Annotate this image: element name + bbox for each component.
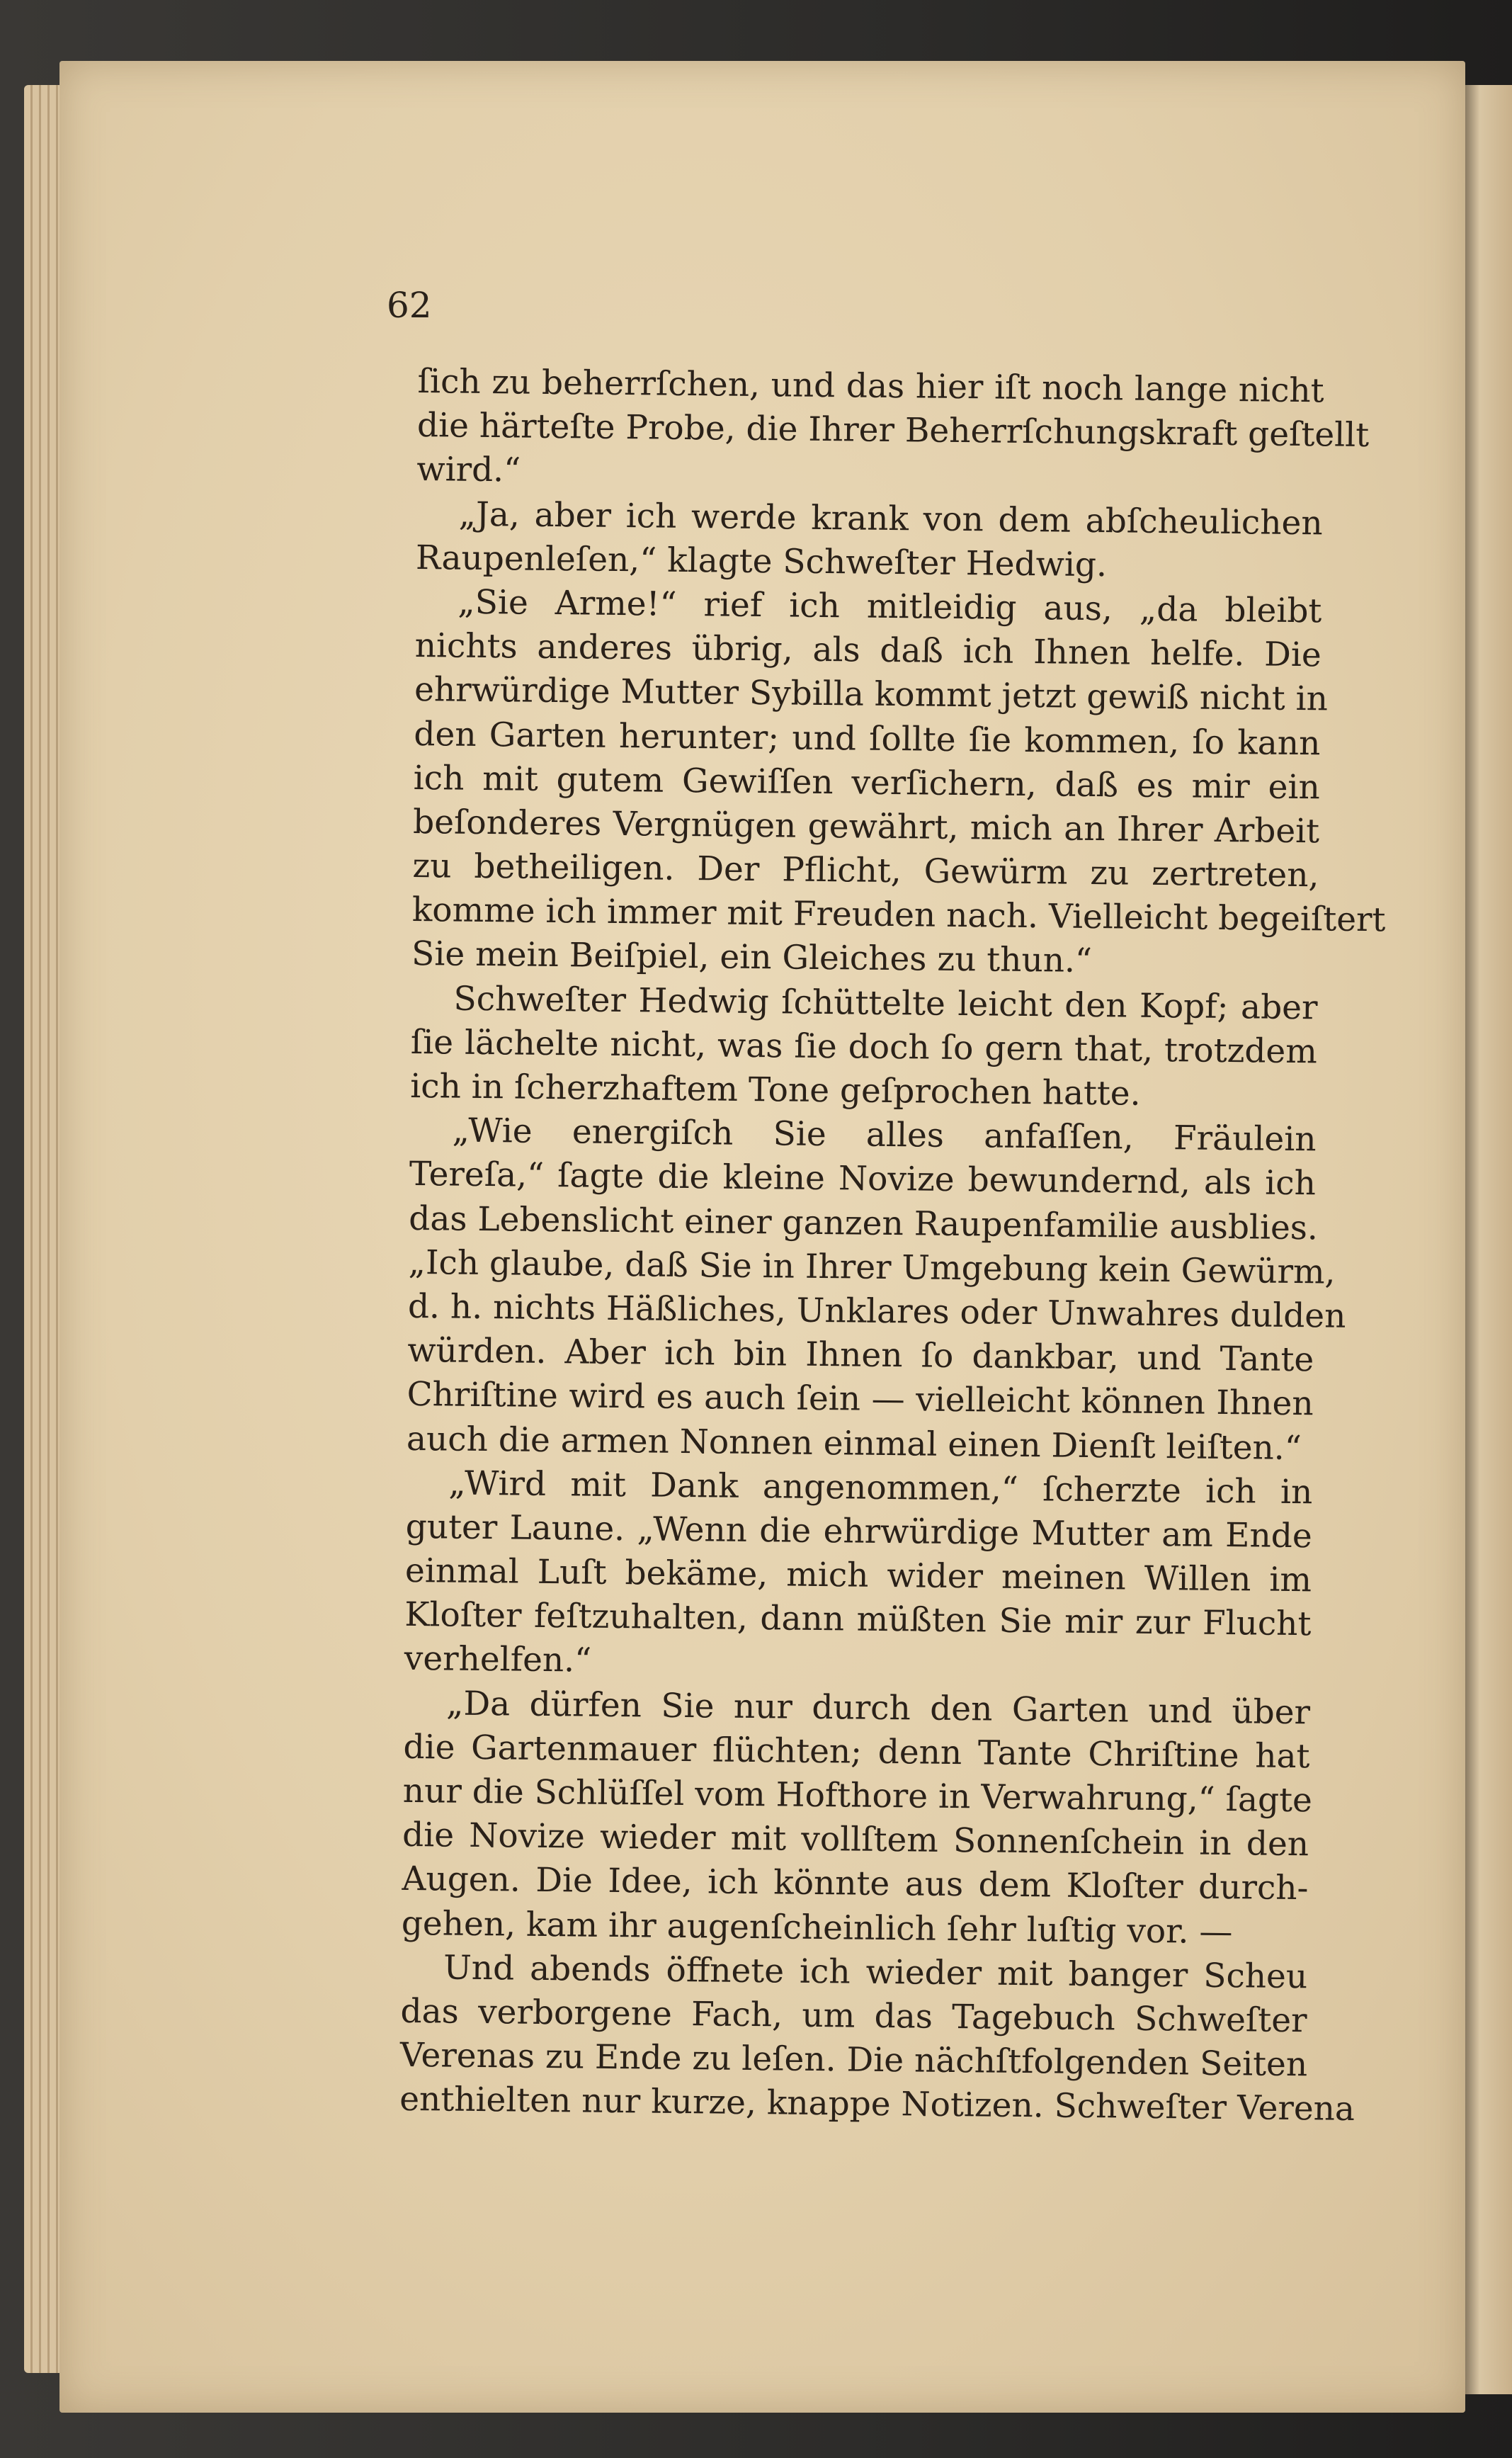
text-line: ehrwürdige Mutter Sybilla kommt jetzt gewiß nicht in <box>414 670 1329 719</box>
text-line: nur die Schlüſſel vom Hofthore in Verwahrung,“ ſagte <box>402 1771 1313 1820</box>
text-line: zu betheiligen. Der Pflicht, Gewürm zu zertreten, <box>412 846 1319 895</box>
text-line: „Wie energiſch Sie alles anfaſſen, Fräulein <box>452 1111 1317 1160</box>
text-line: die härteſte Probe, die Ihrer Beherrſchungskraft geſtellt <box>416 406 1370 455</box>
text-line: das Lebenslicht einer ganzen Raupenfamilie ausblies. <box>409 1199 1319 1247</box>
body-text <box>399 360 1386 2131</box>
text-line: Sie mein Beiſpiel, ein Gleiches zu thun.“ <box>411 934 1093 981</box>
text-line: „Sie Arme!“ rief ich mitleidig aus, „da bleibt <box>457 582 1322 631</box>
text-line: „Ich glaube, daß Sie in Ihrer Umgebung kein Gewürm, <box>408 1242 1336 1292</box>
text-line: einmal Luſt bekäme, mich wider meinen Willen im <box>404 1551 1312 1600</box>
text-line: Und abends öffnete ich wieder mit banger Scheu <box>443 1948 1308 1997</box>
text-line: komme ich immer mit Freuden nach. Vielleicht begeiſtert <box>411 890 1386 940</box>
text-line: d. h. nichts Häßliches, Unklares oder Unwahres dulden <box>407 1286 1346 1336</box>
text-line: auch die armen Nonnen einmal einen Dienſt leiſten.“ <box>406 1419 1302 1468</box>
text-line: enthielten nur kurze, knappe Notizen. Schweſter Verena <box>399 2080 1355 2129</box>
text-line: die Gartenmauer flüchten; denn Tante Chriſtine hat <box>403 1727 1310 1777</box>
text-line: gehen, kam ihr augenſcheinlich ſehr luſtig vor. — <box>401 1903 1233 1952</box>
text-line: Chriſtine wird es auch ſein — vielleicht können Ihnen <box>407 1375 1314 1424</box>
text-line: Raupenleſen,“ klagte Schweſter Hedwig. <box>415 538 1108 584</box>
text-line: beſonderes Vergnügen gewährt, mich an Ihrer Arbeit <box>412 802 1320 851</box>
text-line: Kloſter feſtzuhalten, dann müßten Sie mir zur Flucht <box>404 1595 1312 1644</box>
text-line: Verenas zu Ende zu leſen. Die nächſtfolgenden Seiten <box>399 2035 1308 2085</box>
text-line: das verborgene Fach, um das Tagebuch Schweſter <box>400 1991 1307 2041</box>
text-line: ich mit gutem Gewiſſen verſichern, daß es mir ein <box>413 758 1321 808</box>
text-line: Augen. Die Idee, ich könnte aus dem Kloſter durch- <box>402 1859 1309 1908</box>
text-line: „Da dürfen Sie nur durch den Garten und über <box>445 1684 1311 1732</box>
page-number: 62 <box>387 285 432 326</box>
text-line: „Ja, aber ich werde krank von dem abſcheulichen <box>458 494 1323 543</box>
text-line: nichts anderes übrig, als daß ich Ihnen helfe. Die <box>414 626 1321 675</box>
text-line: guter Laune. „Wenn die ehrwürdige Mutter am Ende <box>405 1507 1312 1556</box>
text-line: ich in ſcherzhaftem Tone geſprochen hatte. <box>409 1066 1141 1114</box>
text-line: den Garten herunter; und ſollte ſie kommen, ſo kann <box>414 714 1321 763</box>
text-line: „Wird mit Dank angenommen,“ ſcherzte ich in <box>448 1463 1313 1512</box>
text-line: würden. Aber ich bin Ihnen ſo dankbar, und Tante <box>407 1331 1314 1380</box>
text-line: Tereſa,“ ſagte die kleine Novize bewundernd, als ich <box>409 1155 1317 1203</box>
text-line: ſich zu beherrſchen, und das hier iſt noch lange nicht <box>417 361 1324 411</box>
text-line: wird.“ <box>416 450 521 490</box>
text-line: die Novize wieder mit vollſtem Sonnenſchein in den <box>402 1816 1309 1864</box>
book-spine-edge <box>1462 85 1512 2394</box>
text-line: verhelfen.“ <box>404 1639 592 1681</box>
text-line: ſie lächelte nicht, was ſie doch ſo gern that, trotzdem <box>410 1022 1318 1072</box>
text-line: Schweſter Hedwig ſchüttelte leicht den Kopf; aber <box>453 979 1318 1027</box>
